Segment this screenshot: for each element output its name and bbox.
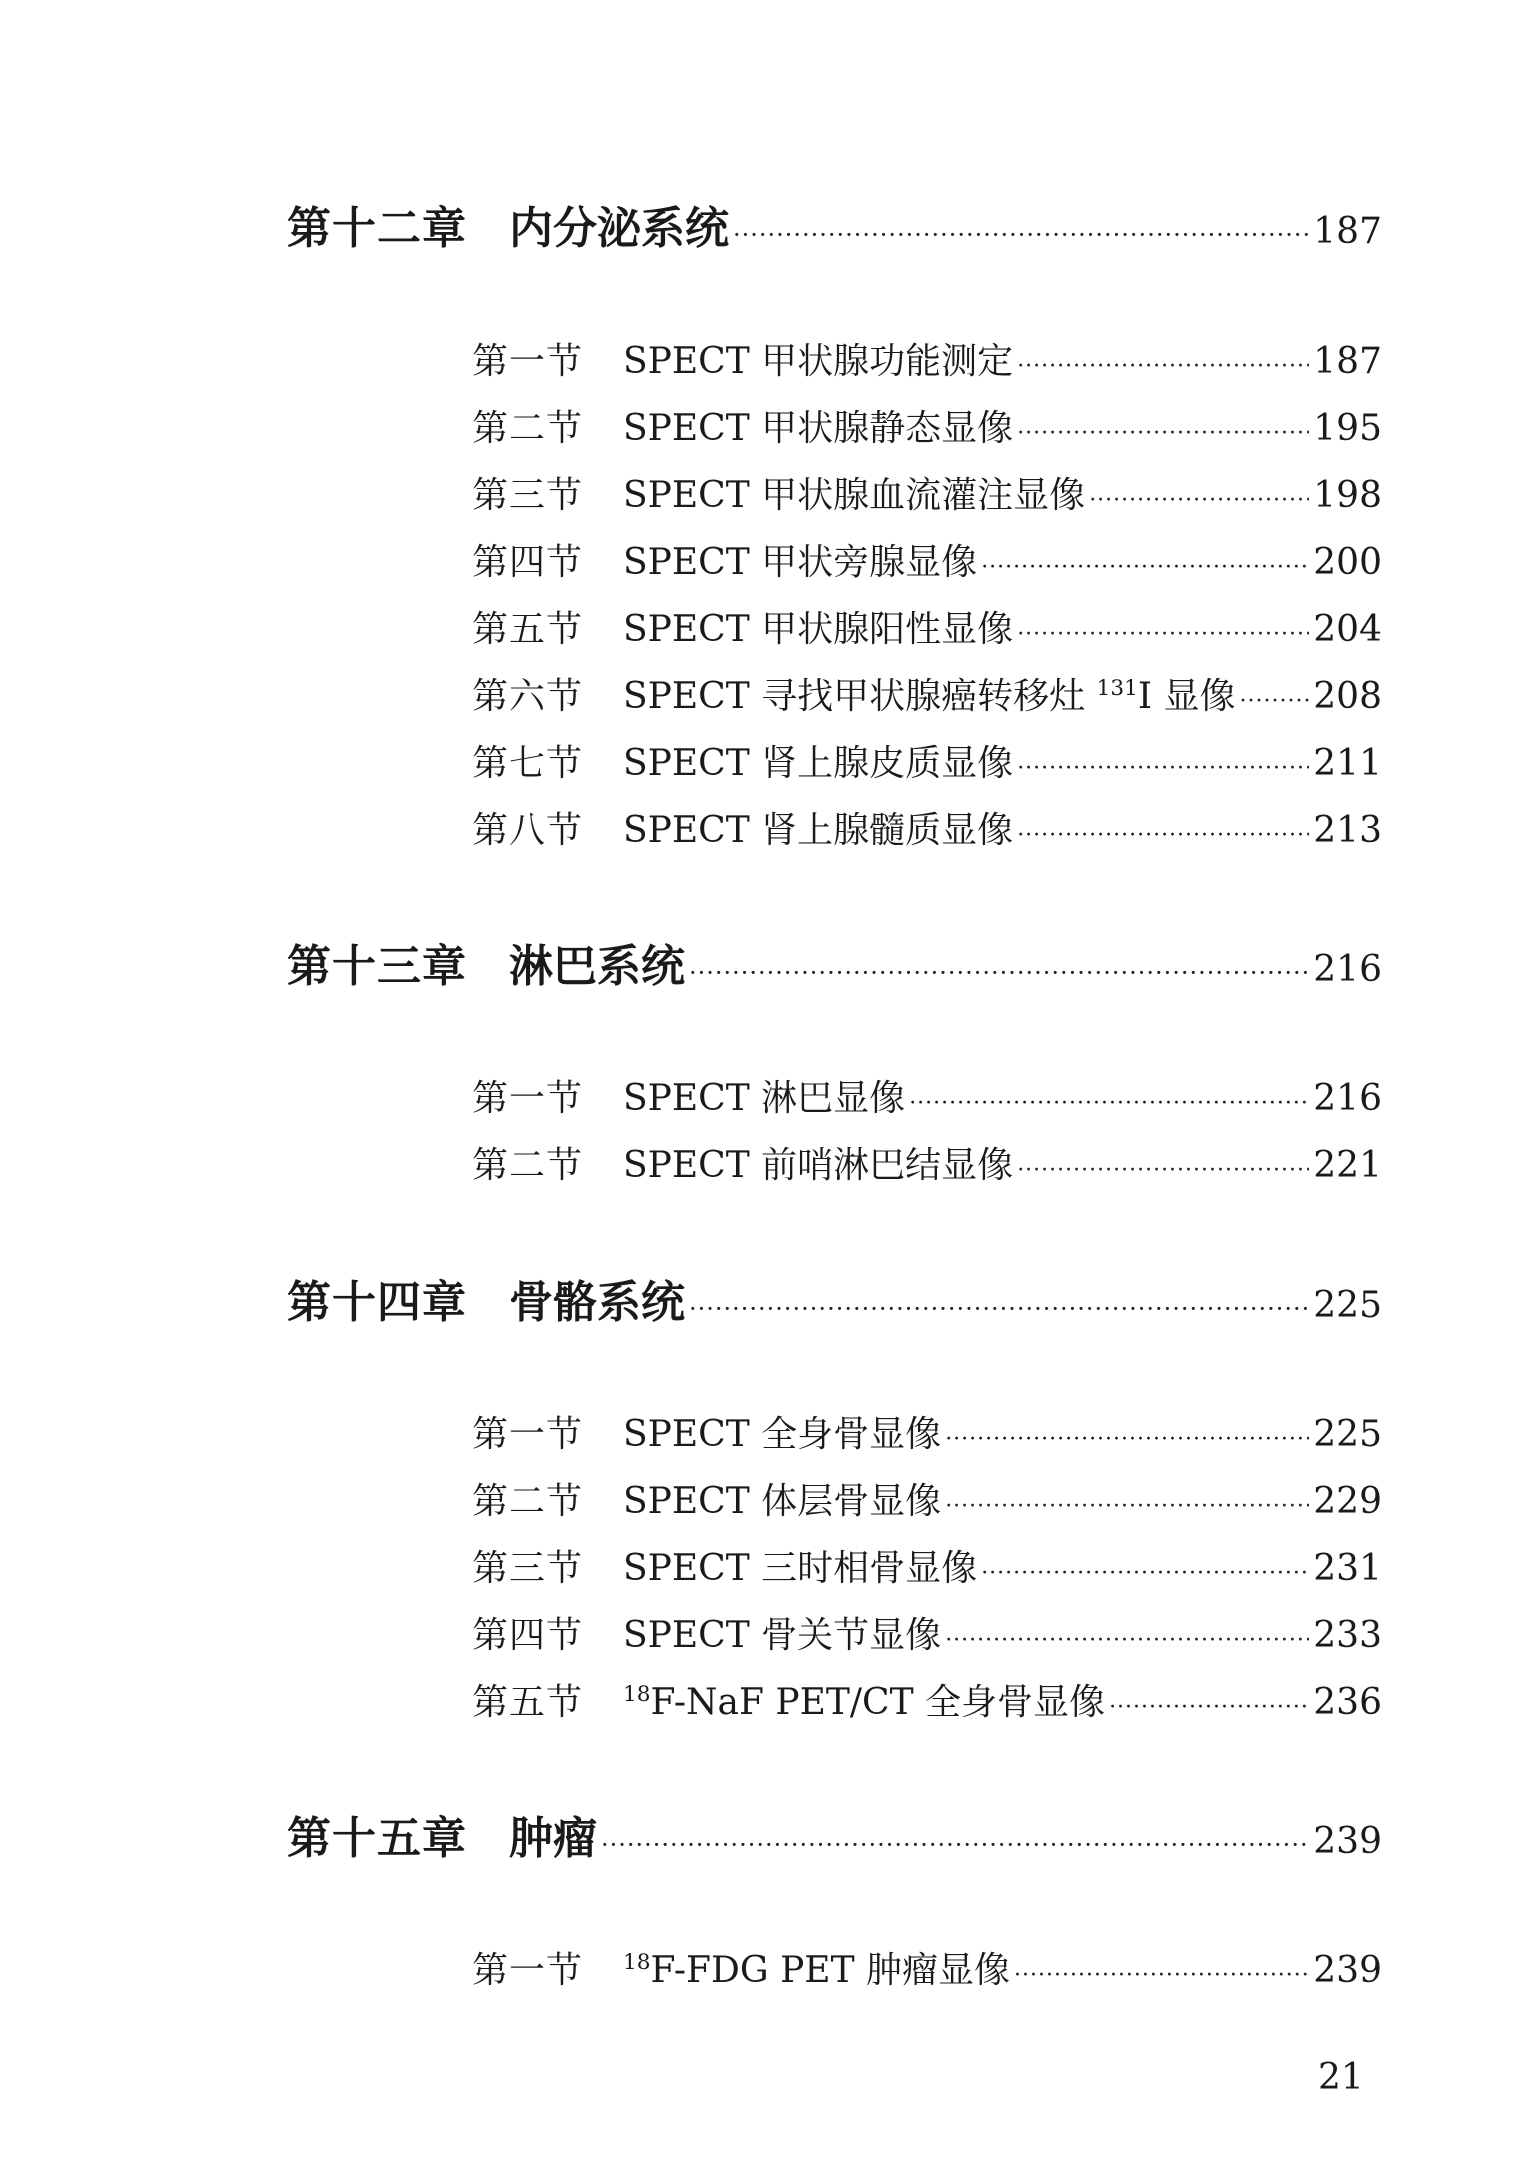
section-page: 216 [1313, 1078, 1382, 1119]
dot-leader [981, 557, 1309, 579]
isotope-superscript: 131 [1096, 676, 1138, 701]
dot-leader [1017, 825, 1309, 847]
section-page: 225 [1313, 1414, 1382, 1455]
dot-leader [1109, 1697, 1309, 1719]
section-title: SPECT 甲状腺阳性显像 [623, 609, 1014, 650]
dot-leader [689, 961, 1309, 985]
dot-leader [945, 1630, 1309, 1652]
dot-leader [1014, 1965, 1309, 1987]
dot-leader [1240, 691, 1310, 713]
dot-leader [1017, 423, 1309, 445]
dot-leader [733, 223, 1309, 247]
section-title: SPECT 全身骨显像 [623, 1414, 942, 1455]
title-text: I 显像 [1137, 676, 1236, 717]
chapter-number: 第十三章 [287, 941, 467, 992]
section-title: SPECT 淋巴显像 [623, 1078, 906, 1119]
section-title: SPECT 肾上腺皮质显像 [623, 743, 1014, 784]
chapter-page: 216 [1313, 949, 1382, 990]
section-entry[interactable] [472, 1078, 1382, 1119]
section-number: 第一节 [472, 1414, 584, 1455]
section-page: 208 [1313, 676, 1382, 717]
section-title [623, 1950, 1011, 1991]
section-page: 198 [1313, 475, 1382, 516]
dot-leader [1017, 1160, 1309, 1182]
chapter-title: 淋巴系统 [509, 941, 685, 992]
section-page: 231 [1313, 1548, 1382, 1589]
section-page: 195 [1313, 408, 1382, 449]
dot-leader [1017, 624, 1309, 646]
section-title: SPECT 体层骨显像 [623, 1481, 942, 1522]
section-title [623, 1682, 1106, 1723]
section-page: 239 [1313, 1950, 1382, 1991]
section-page: 236 [1313, 1682, 1382, 1723]
dot-leader [945, 1429, 1309, 1451]
title-text: SPECT 寻找甲状腺癌转移灶 [623, 676, 1097, 717]
section-entry[interactable] [472, 1414, 1382, 1455]
dot-leader [981, 1563, 1309, 1585]
section-title [623, 676, 1236, 717]
chapter-page: 239 [1313, 1821, 1382, 1862]
section-number: 第二节 [472, 1481, 584, 1522]
page-number: 21 [1318, 2057, 1364, 2098]
section-page: 211 [1313, 743, 1382, 784]
section-number: 第二节 [472, 408, 584, 449]
section-entry[interactable] [472, 408, 1382, 449]
isotope-superscript: 18 [623, 1950, 651, 1975]
section-number: 第一节 [472, 1950, 584, 1991]
section-title: SPECT 三时相骨显像 [623, 1548, 978, 1589]
section-page: 187 [1313, 341, 1382, 382]
section-title: SPECT 前哨淋巴结显像 [623, 1145, 1014, 1186]
section-title: SPECT 甲状腺血流灌注显像 [623, 475, 1086, 516]
isotope-superscript: 18 [623, 1682, 651, 1707]
chapter-number: 第十二章 [287, 203, 467, 254]
section-title: SPECT 肾上腺髓质显像 [623, 810, 1014, 851]
section-entry[interactable] [472, 1548, 1382, 1589]
section-entry[interactable] [472, 1950, 1382, 1991]
section-number: 第八节 [472, 810, 584, 851]
section-entry[interactable] [472, 810, 1382, 851]
section-title: SPECT 骨关节显像 [623, 1615, 942, 1656]
section-page: 229 [1313, 1481, 1382, 1522]
section-number: 第四节 [472, 1615, 584, 1656]
section-title: SPECT 甲状腺静态显像 [623, 408, 1014, 449]
chapter-number: 第十四章 [287, 1277, 467, 1328]
section-title: SPECT 甲状腺功能测定 [623, 341, 1014, 382]
title-text: F-FDG PET 肿瘤显像 [650, 1950, 1011, 1991]
title-text: F-NaF PET/CT 全身骨显像 [650, 1682, 1106, 1723]
chapter-title: 肿瘤 [509, 1813, 597, 1864]
section-title: SPECT 甲状旁腺显像 [623, 542, 978, 583]
section-number: 第一节 [472, 1078, 584, 1119]
section-entry[interactable] [472, 1481, 1382, 1522]
section-entry[interactable] [472, 1145, 1382, 1186]
section-number: 第六节 [472, 676, 584, 717]
section-number: 第五节 [472, 1682, 584, 1723]
dot-leader [1089, 490, 1309, 512]
section-number: 第一节 [472, 341, 584, 382]
section-number: 第五节 [472, 609, 584, 650]
section-entry[interactable] [472, 1682, 1382, 1723]
chapter-entry[interactable] [287, 1277, 1382, 1328]
section-page: 233 [1313, 1615, 1382, 1656]
section-entry[interactable] [472, 609, 1382, 650]
section-entry[interactable] [472, 341, 1382, 382]
chapter-entry[interactable] [287, 1813, 1382, 1864]
dot-leader [1017, 356, 1309, 378]
chapter-entry[interactable] [287, 203, 1382, 254]
chapter-page: 225 [1313, 1285, 1382, 1326]
section-entry[interactable] [472, 1615, 1382, 1656]
dot-leader [909, 1093, 1309, 1115]
chapter-entry[interactable] [287, 941, 1382, 992]
section-entry[interactable] [472, 475, 1382, 516]
dot-leader [1017, 758, 1309, 780]
section-page: 200 [1313, 542, 1382, 583]
chapter-number: 第十五章 [287, 1813, 467, 1864]
section-number: 第二节 [472, 1145, 584, 1186]
dot-leader [601, 1833, 1309, 1857]
chapter-page: 187 [1313, 211, 1382, 252]
section-page: 221 [1313, 1145, 1382, 1186]
dot-leader [689, 1297, 1309, 1321]
section-number: 第四节 [472, 542, 584, 583]
section-entry[interactable] [472, 743, 1382, 784]
section-page: 213 [1313, 810, 1382, 851]
dot-leader [945, 1496, 1309, 1518]
chapter-title: 骨骼系统 [509, 1277, 685, 1328]
section-number: 第三节 [472, 475, 584, 516]
section-page: 204 [1313, 609, 1382, 650]
section-number: 第七节 [472, 743, 584, 784]
section-number: 第三节 [472, 1548, 584, 1589]
section-entry[interactable] [472, 542, 1382, 583]
chapter-title: 内分泌系统 [509, 203, 729, 254]
section-entry[interactable] [472, 676, 1382, 717]
